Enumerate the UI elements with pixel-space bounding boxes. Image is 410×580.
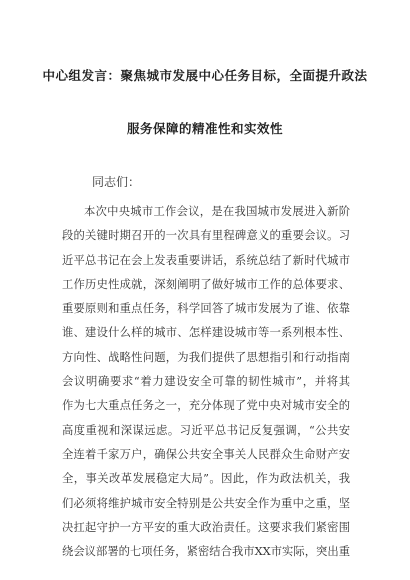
salutation: 同志们： (92, 175, 141, 189)
body-line: 会议明确要求“着力建设安全可靠的韧性城市”，并将其 (62, 375, 350, 389)
body-line: 高度重视和深谋远虑。习近平总书记反复强调，“公共安 (62, 423, 350, 437)
body-text (62, 200, 350, 564)
body-line: 们必须将维护城市安全特别是公共安全作为重中之重，坚 (62, 496, 350, 510)
body-line: 绕会议部署的七项任务，紧密结合我市XX市实际，突出重 (62, 545, 350, 559)
body-line: 作为七大重点任务之一，充分体现了党中央对城市安全的 (62, 399, 350, 413)
body-line: 全连着千家万户，确保公共安全事关人民群众生命财产安 (62, 447, 350, 461)
document-title-line-1: 中心组发言：聚焦城市发展中心任务目标，全面提升政法 (42, 68, 368, 83)
body-line: 谁、建设什么样的城市、怎样建设城市等一系列根本性、 (62, 326, 350, 340)
body-line: 方向性、战略性问题，为我们提供了思想指引和行动指南 (62, 350, 350, 364)
body-line: 段的关键时期召开的一次具有里程碑意义的重要会议。习 (62, 229, 350, 243)
body-line: 决扛起守护一方平安的重大政治责任。这要求我们紧密围 (62, 520, 350, 534)
body-line: 工作历史性成就，深刻阐明了做好城市工作的总体要求、 (62, 277, 350, 291)
body-line: 近平总书记在会上发表重要讲话，系统总结了新时代城市 (62, 253, 350, 267)
body-line: 全，事关改革发展稳定大局”。因此，作为政法机关，我 (62, 472, 350, 486)
body-line: 本次中央城市工作会议，是在我国城市发展进入新阶 (84, 205, 350, 218)
document-title-line-2: 服务保障的精准性和实效性 (126, 121, 283, 136)
body-line: 重要原则和重点任务，科学回答了城市发展为了谁、依靠 (62, 302, 350, 316)
